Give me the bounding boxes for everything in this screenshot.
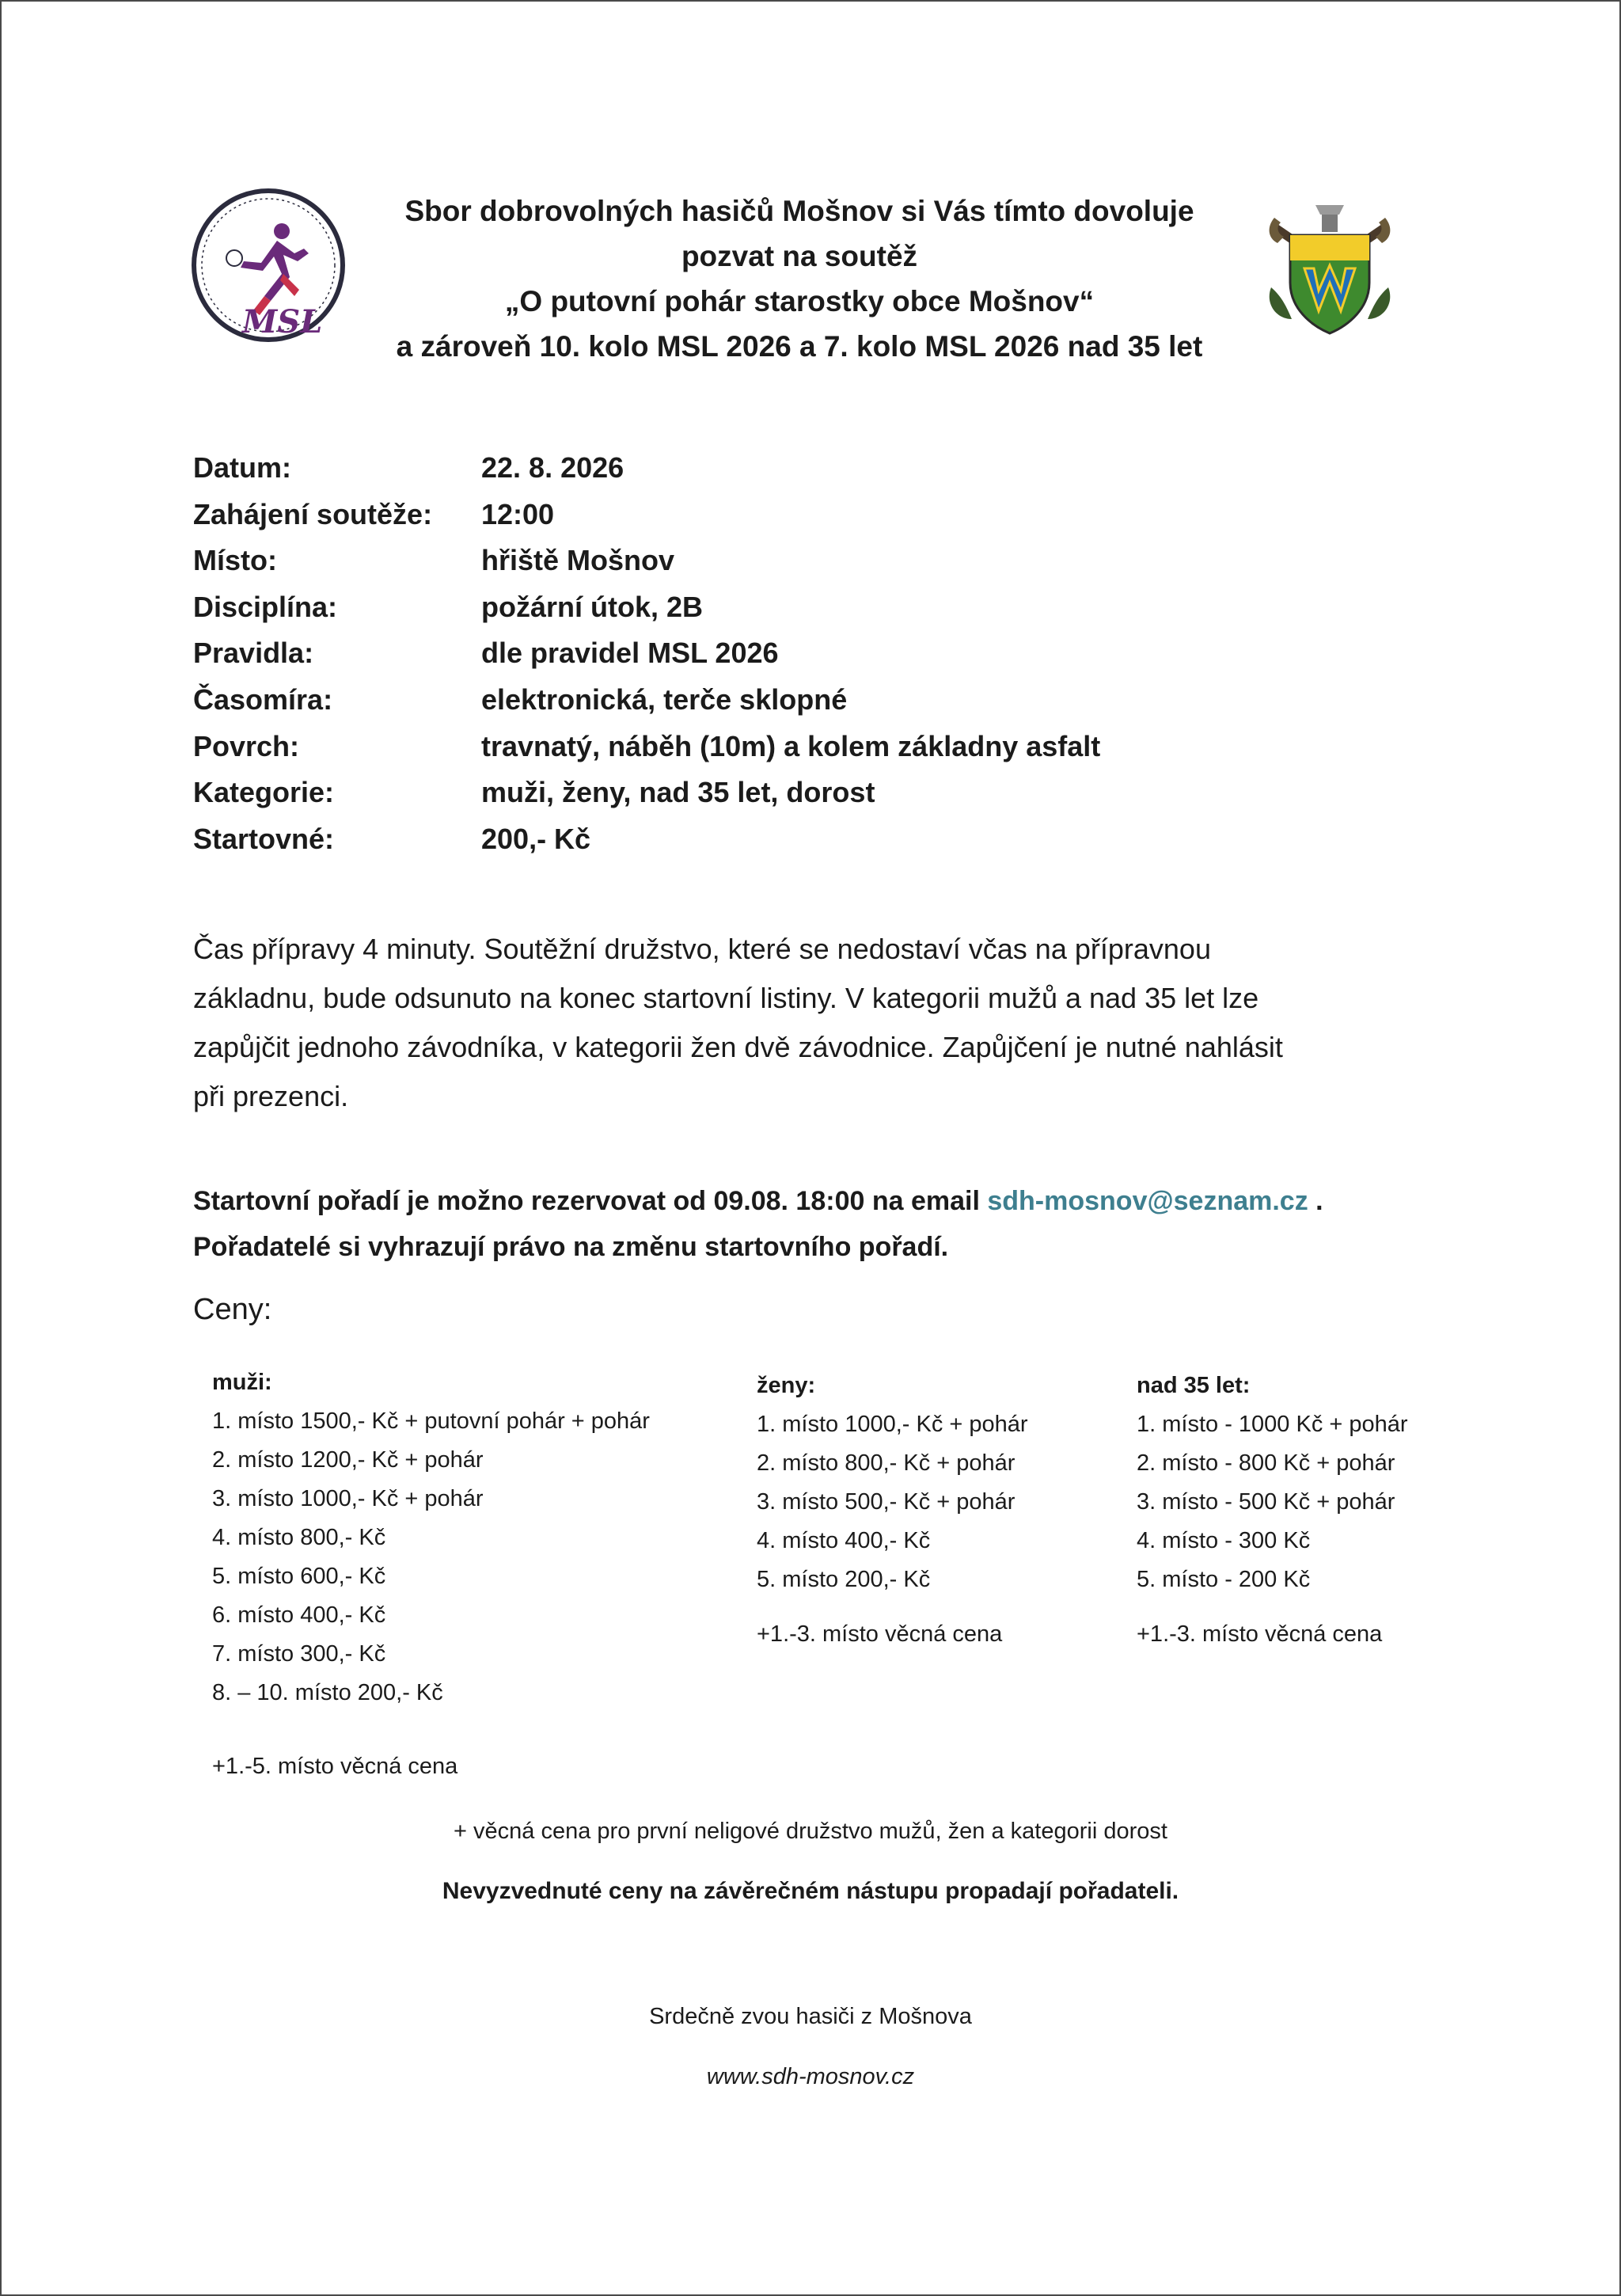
prize-item: 5. místo 200,- Kč: [757, 1567, 931, 1592]
prize-item: 2. místo - 800 Kč + pohár: [1137, 1450, 1395, 1476]
prize-item: 4. místo 800,- Kč: [212, 1525, 386, 1550]
prize-column-title: muži:: [212, 1370, 272, 1395]
header-line-2: pozvat na soutěž: [681, 240, 918, 272]
mosnov-coat-of-arms-icon: [1260, 200, 1399, 340]
prize-item: 8. – 10. místo 200,- Kč: [212, 1680, 443, 1705]
info-label: Časomíra:: [193, 682, 333, 716]
rules-paragraph: [193, 925, 1444, 1121]
reservation-line-1: [193, 1178, 1323, 1224]
info-value: 200,- Kč: [481, 822, 591, 855]
prize-item: 6. místo 400,- Kč: [212, 1602, 386, 1628]
prize-extra-over35: +1.-3. místo věcná cena: [1137, 1621, 1383, 1647]
runner-with-ball-icon: [188, 185, 348, 345]
prize-item: 5. místo 600,- Kč: [212, 1564, 386, 1589]
prize-item: 7. místo 300,- Kč: [212, 1641, 386, 1667]
prizes-over35: [1137, 1367, 1408, 1654]
paragraph-line: při prezenci.: [193, 1080, 349, 1112]
paragraph-line: základnu, bude odsunuto na konec startovní listiny. V kategorii mužů a nad 35 let lze: [193, 982, 1259, 1014]
prize-item: 2. místo 800,- Kč + pohár: [757, 1450, 1015, 1476]
unclaimed-prizes-note: Nevyzvednuté ceny na závěrečném nástupu propadají pořadateli.: [442, 1878, 1179, 1904]
paragraph-line: Čas přípravy 4 minuty. Soutěžní družstvo, které se nedostaví včas na přípravnou: [193, 933, 1211, 965]
reservation-suffix: .: [1308, 1186, 1323, 1216]
prize-item: 3. místo 500,- Kč + pohár: [757, 1489, 1015, 1515]
header-line-3: „O putovní pohár starostky obce Mošnov“: [504, 285, 1095, 317]
prize-item: 3. místo 1000,- Kč + pohár: [212, 1486, 484, 1511]
invitation-header: [332, 188, 1266, 369]
prize-item: 1. místo 1000,- Kč + pohár: [757, 1412, 1028, 1437]
prize-extra-women: +1.-3. místo věcná cena: [757, 1621, 1003, 1647]
footer-website-link[interactable]: www.sdh-mosnov.cz: [706, 2064, 915, 2089]
prize-item: 5. místo - 200 Kč: [1137, 1567, 1311, 1592]
prizes-heading: Ceny:: [193, 1293, 272, 1326]
header-line-4: a zároveň 10. kolo MSL 2026 a 7. kolo MSL 2026 nad 35 let: [396, 330, 1203, 363]
prize-item: 1. místo - 1000 Kč + pohár: [1137, 1412, 1408, 1437]
paragraph-line: zapůjčit jednoho závodníka, v kategorii žen dvě závodnice. Zapůjčení je nutné nahlásit: [193, 1031, 1283, 1063]
prize-item: 3. místo - 500 Kč + pohár: [1137, 1489, 1395, 1515]
info-value: 22. 8. 2026: [481, 451, 624, 484]
info-label: Povrch:: [193, 729, 300, 762]
prize-item: 2. místo 1200,- Kč + pohár: [212, 1447, 484, 1473]
info-value: elektronická, terče sklopné: [481, 682, 848, 716]
info-label: Startovné:: [193, 822, 335, 855]
footer-invite: Srdečně zvou hasiči z Mošnova: [649, 2004, 972, 2029]
info-value: 12:00: [481, 497, 555, 530]
msl-logo: [188, 185, 348, 345]
info-label: Disciplína:: [193, 590, 338, 623]
reservation-text: Startovní pořadí je možno rezervovat od 09.08. 18:00 na email: [193, 1186, 988, 1216]
svg-text:MSL: MSL: [242, 303, 323, 340]
header-line-1: Sbor dobrovolných hasičů Mošnov si Vás tímto dovoluje: [404, 195, 1194, 227]
info-label: Pravidla:: [193, 637, 314, 670]
info-value: požární útok, 2B: [481, 590, 704, 623]
prize-item: 1. místo 1500,- Kč + putovní pohár + pohár: [212, 1408, 650, 1434]
crest-logo: [1260, 200, 1399, 340]
prize-column-title: ženy:: [757, 1373, 816, 1398]
prize-item: 4. místo 400,- Kč: [757, 1528, 931, 1553]
prize-extra-men: +1.-5. místo věcná cena: [212, 1754, 458, 1779]
prizes-men: [212, 1363, 650, 1712]
prizes-women: [757, 1367, 1028, 1654]
reservation-line-2: Pořadatelé si vyhrazují právo na změnu startovního pořadí.: [193, 1232, 949, 1262]
info-label: Kategorie:: [193, 776, 335, 809]
prize-column-title: nad 35 let:: [1137, 1373, 1251, 1398]
info-label: Zahájení soutěže:: [193, 497, 433, 530]
info-value: dle pravidel MSL 2026: [481, 637, 779, 670]
prize-item: 4. místo - 300 Kč: [1137, 1528, 1311, 1553]
info-value: travnatý, náběh (10m) a kolem základny asfalt: [481, 729, 1101, 762]
non-league-note: + věcná cena pro první neligové družstvo mužů, žen a kategorii dorost: [454, 1819, 1167, 1844]
reservation-notice: [193, 1178, 1323, 1270]
info-value: hřiště Mošnov: [481, 544, 675, 577]
info-label: Místo:: [193, 544, 277, 577]
email-link[interactable]: sdh-mosnov@seznam.cz: [987, 1186, 1308, 1216]
info-value: muži, ženy, nad 35 let, dorost: [481, 776, 875, 809]
info-label: Datum:: [193, 451, 291, 484]
